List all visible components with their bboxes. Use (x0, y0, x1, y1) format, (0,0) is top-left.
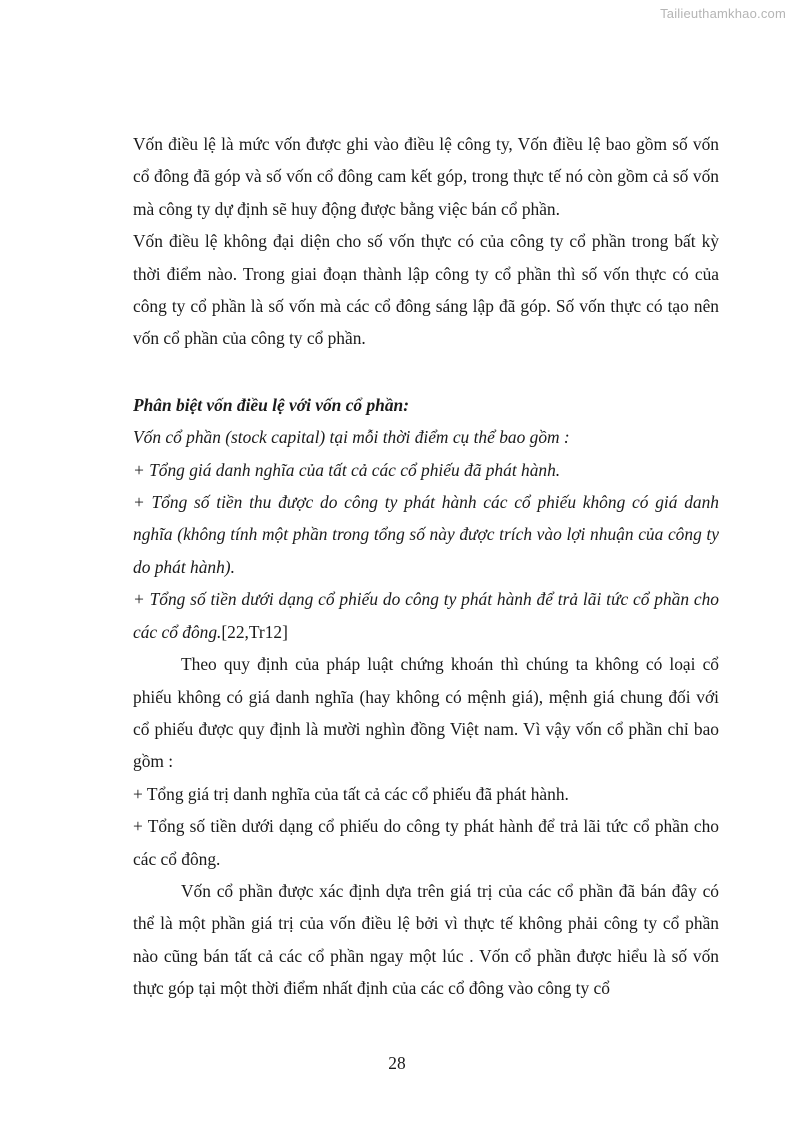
stock-capital-item-3 (133, 583, 719, 648)
stock-capital-item-3-text: + Tổng số tiền dưới dạng cổ phiếu do công ty phát hành để trả lãi tức cổ phần cho các cổ đông. (133, 589, 719, 642)
paragraph-regulation: Theo quy định của pháp luật chứng khoán thì chúng ta không có loại cổ phiếu không có giá danh nghĩa (hay không có mệnh giá), mệnh giá chung đối với cổ phiếu được quy định là mười nghìn đồng Việt nam. Vì vậy vốn cổ phần chỉ bao gồm : (133, 654, 719, 772)
list-item-1: + Tổng giá trị danh nghĩa của tất cả các cổ phiếu đã phát hành. (133, 783, 569, 804)
page-number: 28 (388, 1053, 406, 1073)
paragraph-actual-capital: Vốn điều lệ không đại diện cho số vốn thực có của công ty cổ phần trong bất kỳ thời điểm nào. Trong giai đoạn thành lập công ty cổ phần thì số vốn thực có của công ty cổ phần là số vốn mà các cổ đông sáng lập đã góp. Số vốn thực có tạo nên vốn cổ phần của công ty cổ phần. (133, 231, 719, 349)
document-body (133, 128, 719, 1005)
watermark: Tailieuthamkhao.com (660, 6, 786, 21)
paragraph-charter-capital: Vốn điều lệ là mức vốn được ghi vào điều lệ công ty, Vốn điều lệ bao gồm số vốn cổ đông đã góp và số vốn cổ đông cam kết góp, trong thực tế nó còn gồm cả số vốn mà công ty dự định sẽ huy động được bằng việc bán cổ phần. (133, 134, 719, 219)
citation: [22,Tr12] (221, 621, 288, 642)
paragraph-stock-capital: Vốn cổ phần được xác định dựa trên giá trị của các cổ phần đã bán đây có thể là một phần giá trị của vốn điều lệ bởi vì thực tế không phải công ty cổ phần nào cũng bán tất cả các cổ phần ngay một lúc . Vốn cổ phần được hiểu là số vốn thực góp tại một thời điểm nhất định của các cổ đông vào công ty cổ (133, 880, 719, 999)
stock-capital-item-1: + Tổng giá danh nghĩa của tất cả các cổ phiếu đã phát hành. (133, 459, 561, 480)
section-heading: Phân biệt vốn điều lệ với vốn cổ phần: (133, 394, 409, 415)
stock-capital-intro: Vốn cổ phần (stock capital) tại mỗi thời điểm cụ thể bao gồm : (133, 427, 570, 448)
stock-capital-item-2: + Tổng số tiền thu được do công ty phát hành các cổ phiếu không có giá danh nghĩa (không tính một phần trong tổng số này được trích vào lợi nhuận của công ty do phát hành). (133, 492, 719, 577)
list-item-2: + Tổng số tiền dưới dạng cổ phiếu do công ty phát hành để trả lãi tức cổ phần cho các cổ đông. (133, 816, 719, 869)
